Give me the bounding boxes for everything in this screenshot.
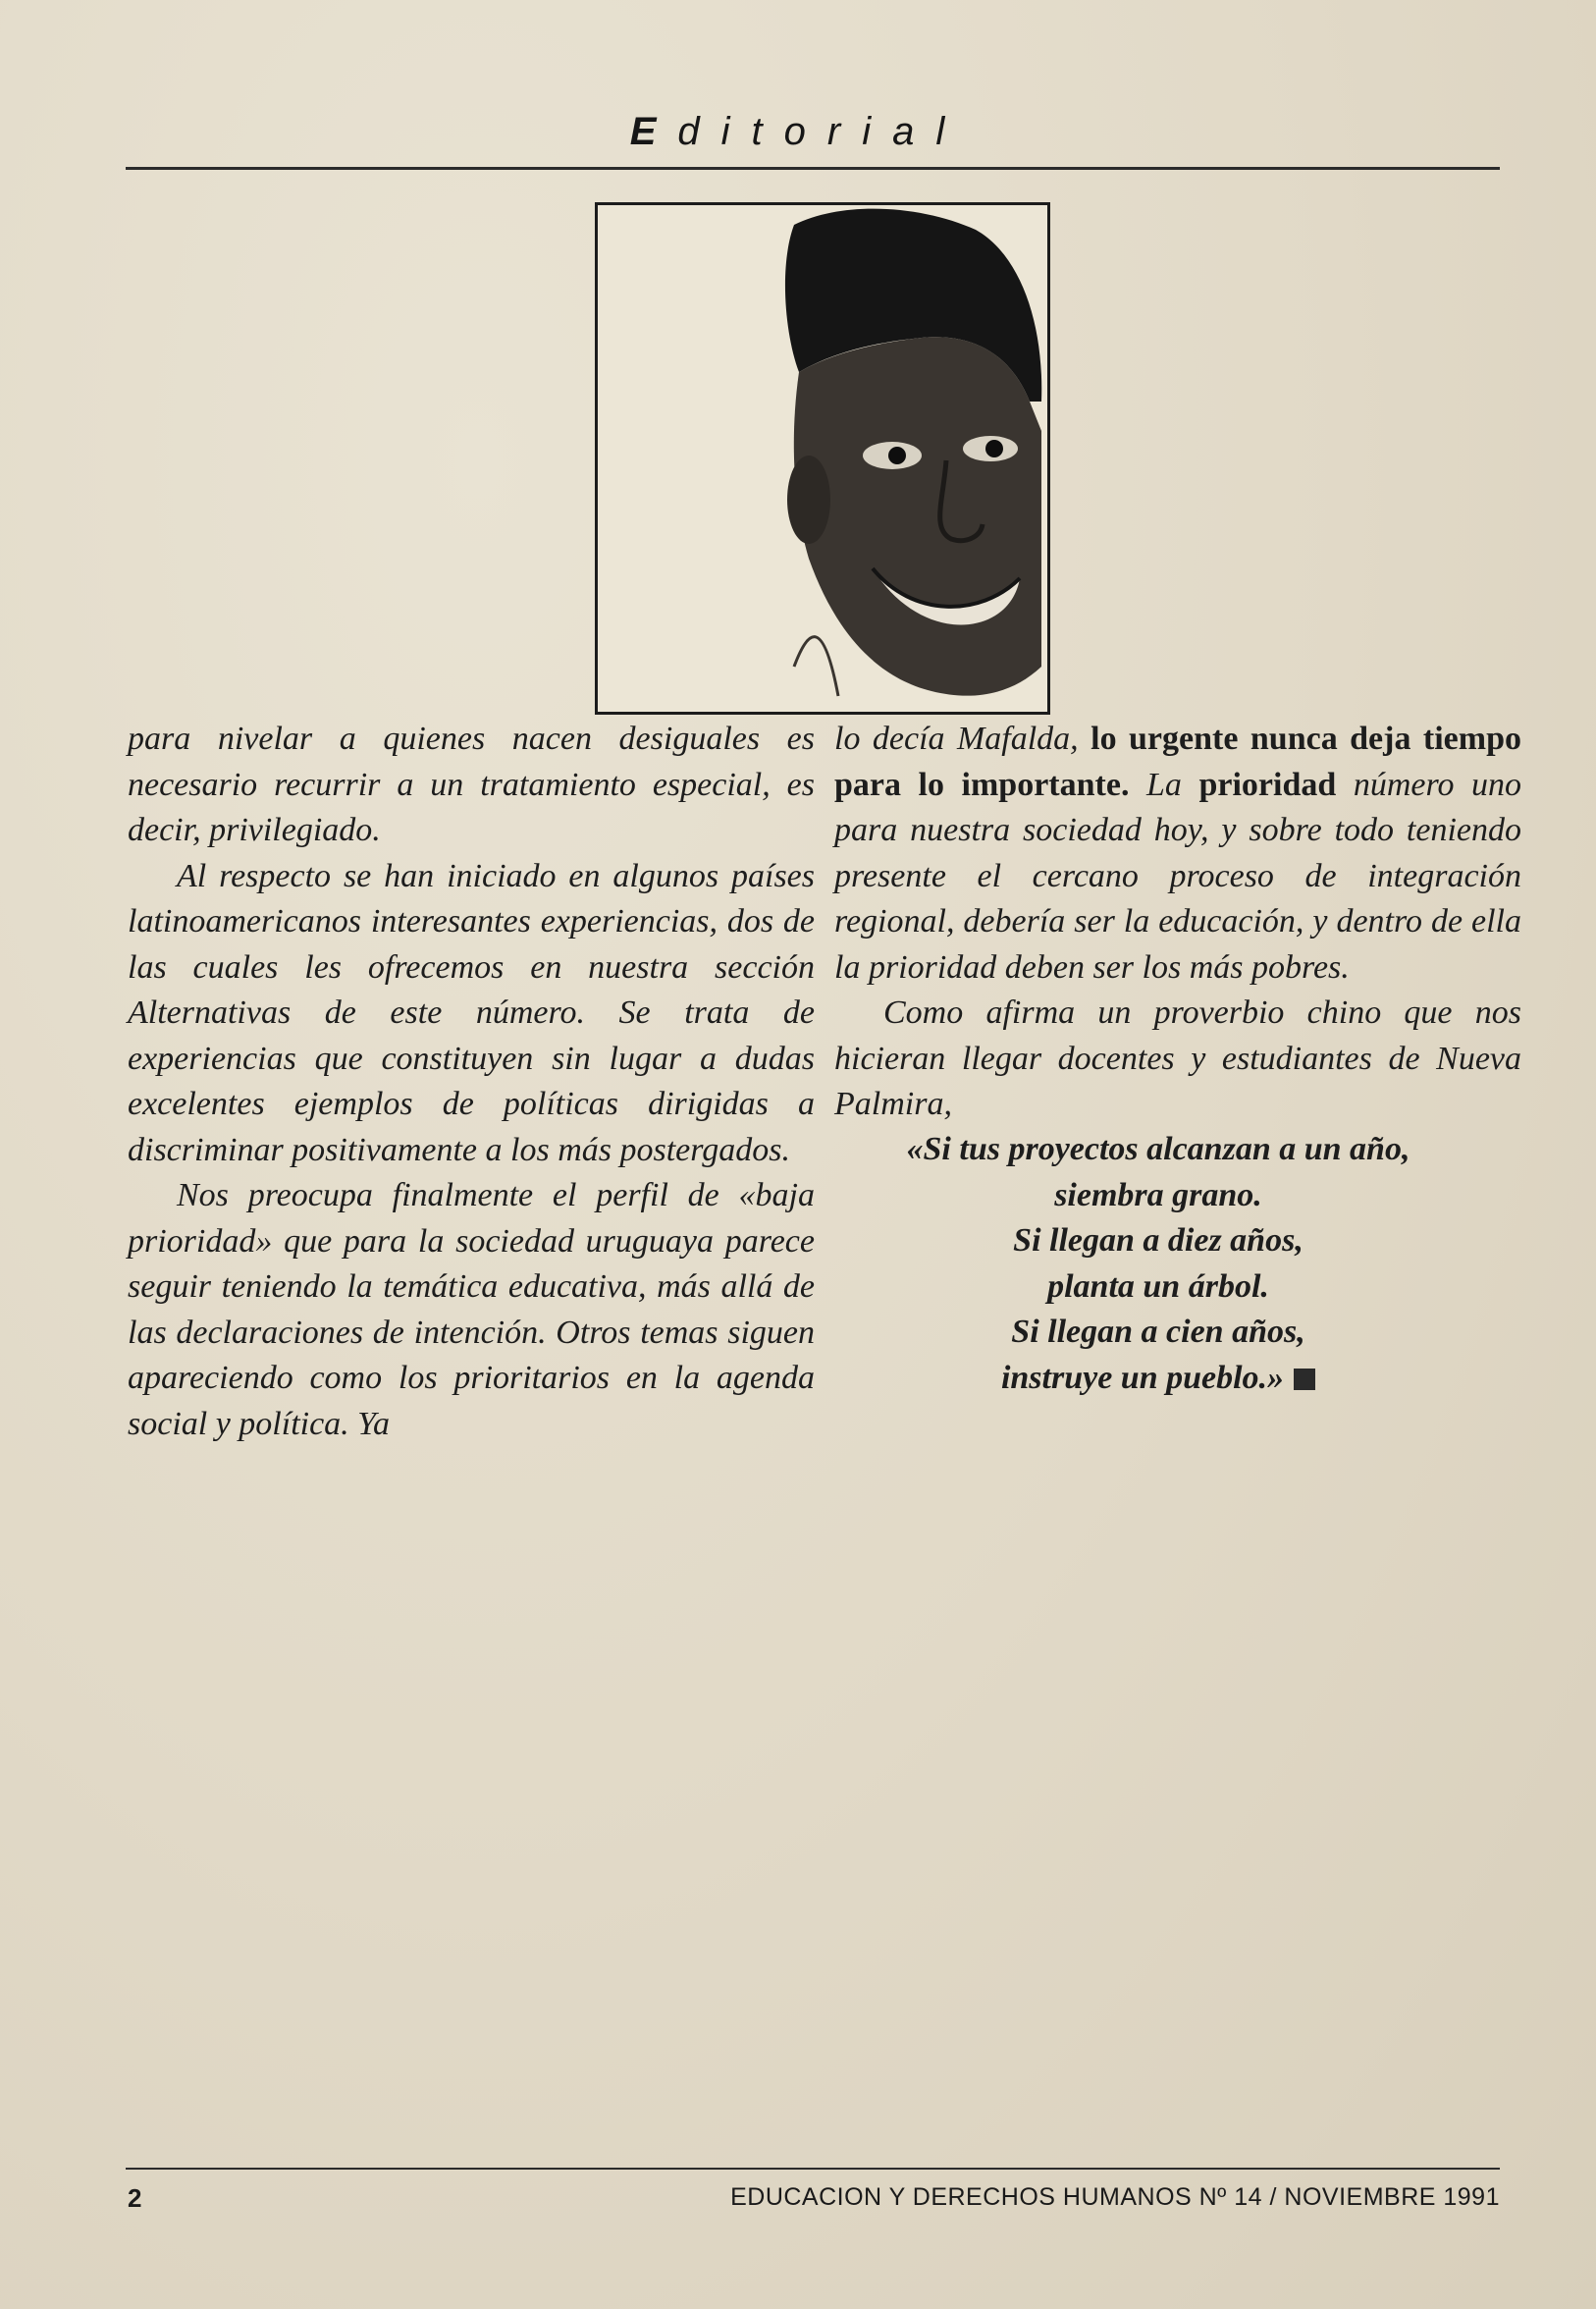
publication-footer: EDUCACION Y DERECHOS HUMANOS Nº 14 / NOVIEMBRE 1991 xyxy=(730,2183,1500,2211)
right-p1-part-e: número uno para nuestra sociedad hoy, y sobre todo teniendo presente el cercano proceso de integración regional, debería ser la educación, y dentro de ella la prioridad deben ser los más pobres. xyxy=(834,766,1521,986)
header-rule xyxy=(126,167,1500,170)
proverb-line: planta un árbol. xyxy=(1047,1267,1269,1305)
left-paragraph-2: Al respecto se han iniciado en algunos países latinoamericanos interesantes experiencias, dos de las cuales les ofrecemos en nuestra sección Alternativas de este número. Se trata de experiencias que constituyen sin lugar a dudas excelentes ejemplos de políticas dirigidas a discriminar positivamente a los más postergados. xyxy=(128,857,815,1168)
right-paragraph-1 xyxy=(834,717,1521,991)
proverb-line: instruye un pueblo.» xyxy=(1000,1359,1285,1396)
left-paragraph-3: Nos preocupa finalmente el perfil de «baja prioridad» que para la sociedad uruguaya parece seguir teniendo la temática educativa, más allá de las declaraciones de intención. Otros temas siguen apareciendo como los prioritarios en la agenda social y política. Ya xyxy=(128,1177,815,1442)
section-header-initial: E xyxy=(629,110,678,153)
section-header-rest: ditorial xyxy=(677,110,967,153)
proverb-line: Si llegan a diez años, xyxy=(1013,1222,1303,1259)
end-square-icon xyxy=(1294,1369,1315,1390)
right-column xyxy=(834,717,1521,1128)
right-p1-part-c: La xyxy=(1129,766,1199,803)
proverb-line: «Si tus proyectos alcanzan a un año, xyxy=(906,1131,1410,1167)
right-p1-bold-phrase: lo urgente nunca deja tiempo para lo importante. xyxy=(834,721,1521,803)
page-number: 2 xyxy=(128,2183,142,2213)
left-column xyxy=(128,717,815,1447)
proverb-line-last xyxy=(834,1356,1521,1402)
right-paragraph-2: Como afirma un proverbio chino que nos hicieran llegar docentes y estudiantes de Nueva Palmira, xyxy=(834,994,1521,1122)
boy-portrait-icon xyxy=(598,205,1047,712)
left-paragraph-1: para nivelar a quienes nacen desiguales es necesario recurrir a un tratamiento especial, es decir, privilegiado. xyxy=(128,721,815,848)
proverb-line: Si llegan a cien años, xyxy=(1011,1314,1305,1350)
section-header xyxy=(0,110,1596,154)
right-p1-bold-word: prioridad xyxy=(1198,766,1337,803)
portrait-photo xyxy=(595,202,1050,715)
right-p1-part-a: lo decía Mafalda, xyxy=(834,721,1091,757)
proverb-line: siembra grano. xyxy=(1054,1176,1262,1213)
footer-rule xyxy=(126,2168,1500,2170)
proverb-quote xyxy=(834,1127,1521,1401)
